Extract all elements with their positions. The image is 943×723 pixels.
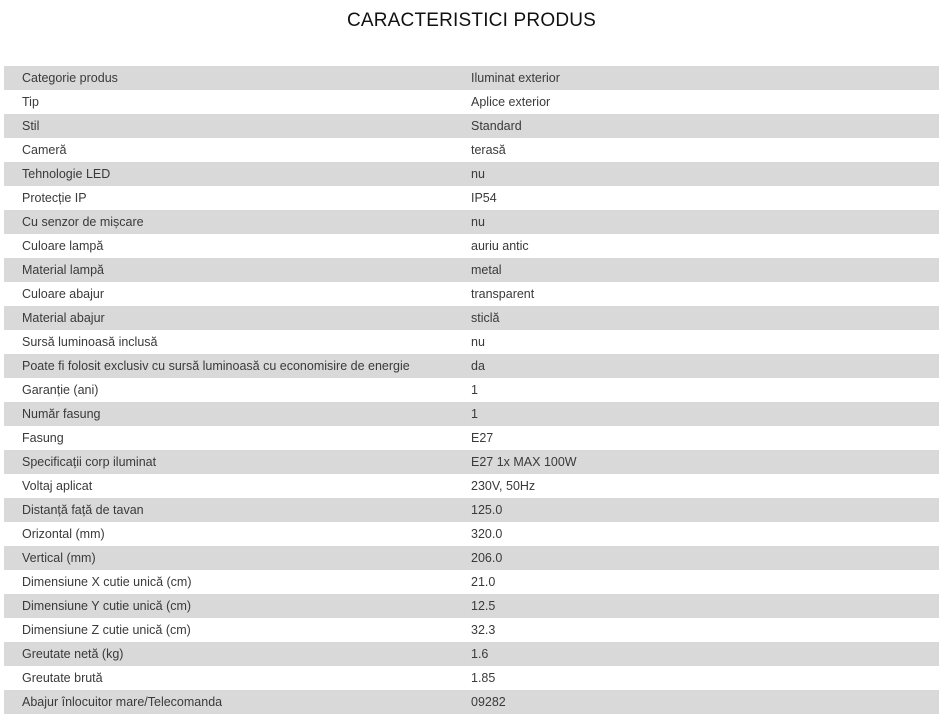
spec-value: nu — [471, 335, 485, 349]
spec-value: auriu antic — [471, 239, 529, 253]
spec-value: Standard — [471, 119, 522, 133]
spec-row — [4, 378, 939, 402]
spec-row — [4, 426, 939, 450]
spec-row — [4, 402, 939, 426]
spec-label: Fasung — [22, 431, 64, 445]
spec-row — [4, 66, 939, 90]
spec-label: Material lampă — [22, 263, 104, 277]
spec-value: nu — [471, 215, 485, 229]
spec-value: metal — [471, 263, 502, 277]
spec-label: Voltaj aplicat — [22, 479, 93, 493]
spec-row — [4, 354, 939, 378]
spec-value: 230V, 50Hz — [471, 479, 536, 493]
spec-row — [4, 450, 939, 474]
spec-row — [4, 546, 939, 570]
spec-row — [4, 186, 939, 210]
spec-value: da — [471, 359, 485, 373]
spec-row — [4, 666, 939, 690]
spec-value: 206.0 — [471, 551, 503, 565]
spec-value: terasă — [471, 143, 506, 157]
spec-row — [4, 618, 939, 642]
spec-value: E27 1x MAX 100W — [471, 455, 577, 469]
spec-row — [4, 474, 939, 498]
spec-row — [4, 570, 939, 594]
spec-label: Culoare lampă — [22, 239, 104, 253]
spec-label: Distanță față de tavan — [22, 503, 144, 517]
spec-label: Dimensiune X cutie unică (cm) — [22, 575, 192, 589]
spec-label: Tehnologie LED — [22, 167, 111, 181]
spec-label: Abajur înlocuitor mare/Telecomanda — [22, 695, 223, 709]
spec-row — [4, 690, 939, 714]
spec-value: 12.5 — [471, 599, 496, 613]
spec-value: 125.0 — [471, 503, 503, 517]
spec-label: Sursă luminoasă inclusă — [22, 335, 158, 349]
spec-row — [4, 90, 939, 114]
spec-row — [4, 210, 939, 234]
spec-label: Material abajur — [22, 311, 105, 325]
spec-value: sticlă — [471, 311, 500, 325]
spec-row — [4, 594, 939, 618]
spec-row — [4, 522, 939, 546]
spec-value: 1 — [471, 407, 478, 421]
spec-label: Vertical (mm) — [22, 551, 96, 565]
spec-value: transparent — [471, 287, 535, 301]
spec-value: Iluminat exterior — [471, 71, 560, 85]
spec-value: 1 — [471, 383, 478, 397]
spec-row — [4, 234, 939, 258]
spec-value: 320.0 — [471, 527, 503, 541]
spec-label: Cu senzor de mișcare — [22, 215, 144, 229]
spec-row — [4, 258, 939, 282]
spec-value: nu — [471, 167, 485, 181]
spec-label: Greutate brută — [22, 671, 103, 685]
spec-value: E27 — [471, 431, 494, 445]
spec-row — [4, 642, 939, 666]
spec-value: 1.85 — [471, 671, 496, 685]
spec-label: Categorie produs — [22, 71, 118, 85]
spec-row — [4, 138, 939, 162]
spec-value: 21.0 — [471, 575, 496, 589]
spec-row — [4, 306, 939, 330]
spec-row — [4, 114, 939, 138]
specs-table — [4, 66, 939, 714]
spec-label: Tip — [22, 95, 39, 109]
spec-value: IP54 — [471, 191, 497, 205]
spec-label: Poate fi folosit exclusiv cu sursă luminoasă cu economisire de energie — [22, 359, 410, 373]
spec-row — [4, 498, 939, 522]
page-title: CARACTERISTICI PRODUS — [346, 10, 597, 31]
spec-value: Aplice exterior — [471, 95, 551, 109]
spec-label: Protecție IP — [22, 191, 87, 205]
spec-label: Culoare abajur — [22, 287, 104, 301]
spec-label: Număr fasung — [22, 407, 101, 421]
spec-value: 32.3 — [471, 623, 496, 637]
spec-label: Garanție (ani) — [22, 383, 99, 397]
spec-label: Greutate netă (kg) — [22, 647, 124, 661]
spec-label: Specificații corp iluminat — [22, 455, 157, 469]
spec-label: Orizontal (mm) — [22, 527, 105, 541]
spec-label: Cameră — [22, 143, 67, 157]
spec-row — [4, 330, 939, 354]
spec-value: 1.6 — [471, 647, 489, 661]
spec-value: 09282 — [471, 695, 506, 709]
spec-row — [4, 282, 939, 306]
spec-label: Dimensiune Y cutie unică (cm) — [22, 599, 192, 613]
spec-label: Dimensiune Z cutie unică (cm) — [22, 623, 191, 637]
spec-label: Stil — [22, 119, 40, 133]
spec-row — [4, 162, 939, 186]
